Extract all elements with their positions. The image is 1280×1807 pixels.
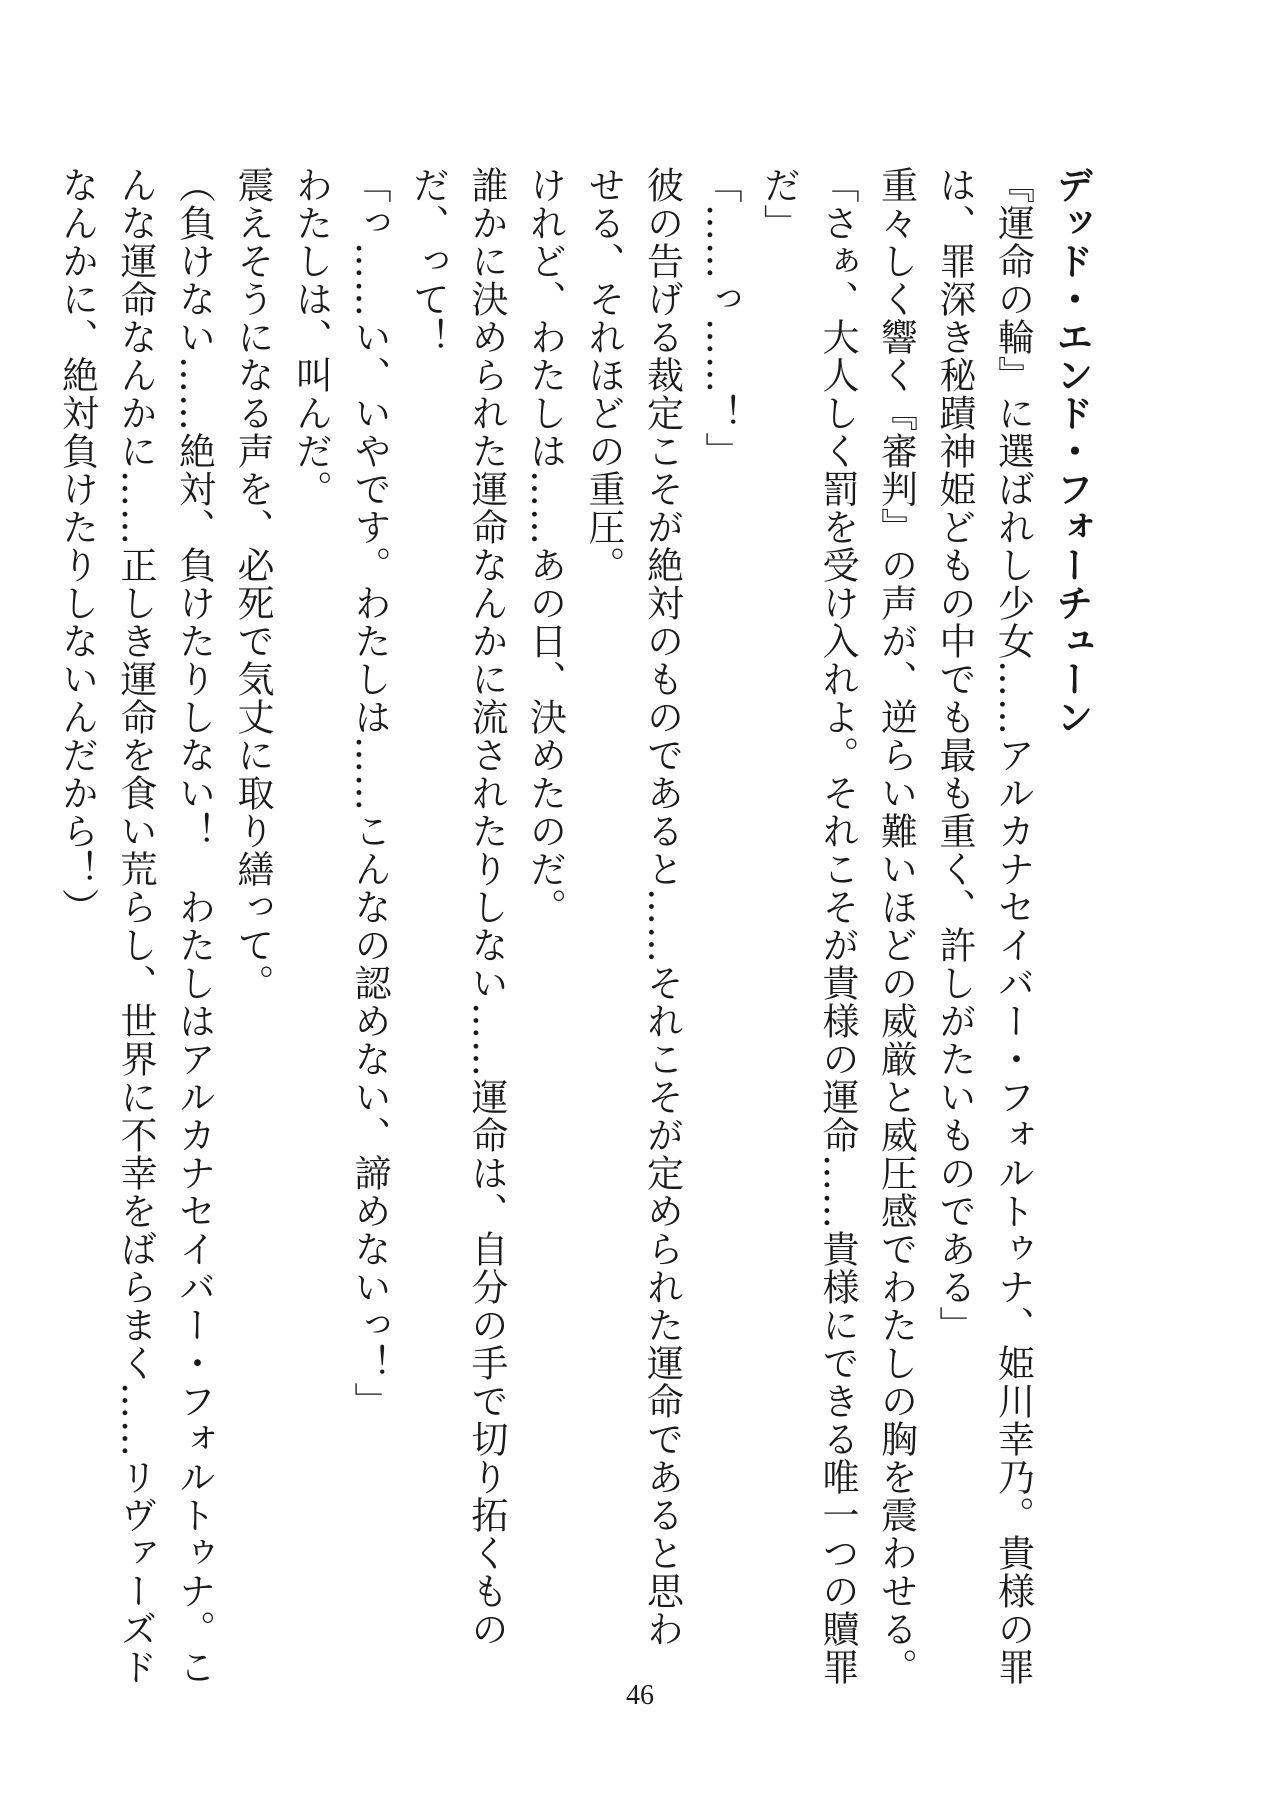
text-line: は、罪深き秘蹟神姫どもの中でも最も重く、許しがたいものである」 <box>933 166 976 1344</box>
text-line: 『運命の輪』に選ばれし少女……アルカナセイバー・フォルトゥナ、姫川幸乃。貴様の罪 <box>991 166 1035 1686</box>
text-line: 「……っ……！」 <box>699 166 742 470</box>
text-line: 「っ……い、いやです。わたしは……こんなの認めない、諦めないっ！」 <box>348 166 391 1420</box>
page-number: 46 <box>626 1680 654 1711</box>
text-line: わたしは、叫んだ。 <box>289 166 333 508</box>
text-line: んな運命なんかに……正しき運命を食い荒らし、世界に不幸をばらまく……リヴァーズド <box>114 166 157 1686</box>
section-heading: デッド・エンド・フォーチューン <box>1050 166 1093 736</box>
text-line: 誰かに決められた運命なんかに流されたりしない……運命は、自分の手で切り拓くもの <box>465 166 508 1648</box>
text-line: なんかに、絶対負けたりしないんだから！） <box>55 166 99 926</box>
text-line: 「さぁ、大人しく罰を受け入れよ。それこそが貴様の運命……貴様にできる唯一つの贖罪 <box>816 166 859 1686</box>
text-line: 彼の告げる裁定こそが絶対のものであると……それこそが定められた運命であると思わ <box>640 166 684 1648</box>
text-line: 震えそうになる声を、必死で気丈に取り繕って。 <box>231 166 274 1002</box>
text-line: （負けない……絶対、負けたりしない！ わたしはアルカナセイバー・フォルトゥナ。こ <box>172 166 216 1686</box>
text-line: だ」 <box>757 166 801 242</box>
text-line: だ、って！ <box>406 166 450 356</box>
text-line: せる、それほどの重圧。 <box>582 166 625 584</box>
text-line: 重々しく響く『審判』の声が、逆らい難いほどの威厳と威圧感でわたしの胸を震わせる。 <box>874 166 918 1686</box>
vertical-text-body <box>55 166 1100 1686</box>
text-line: けれど、わたしは……あの日、決めたのだ。 <box>523 166 567 926</box>
